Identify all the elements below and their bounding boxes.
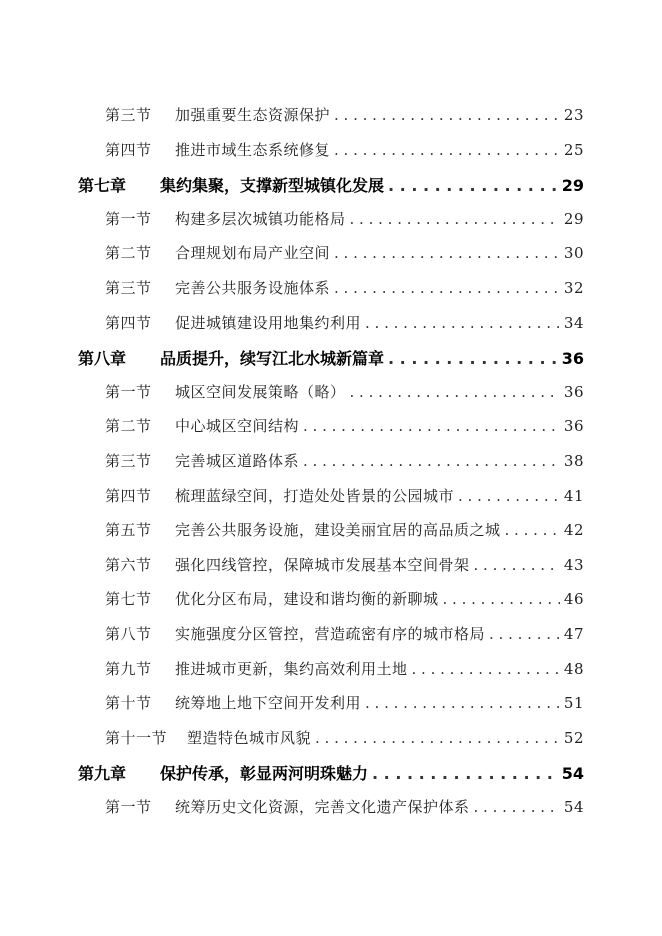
toc-entry-number: 第三节	[105, 452, 152, 470]
toc-entry-number: 第四节	[105, 486, 152, 505]
toc-entry-title: 完善公共服务设施体系	[175, 279, 331, 297]
toc-section-entry[interactable]	[78, 381, 584, 405]
dot-leader	[350, 383, 560, 401]
toc-entry-title: 城区空间发展策略（略）	[175, 382, 346, 401]
toc-section-entry[interactable]	[78, 692, 584, 716]
toc-entry-title: 推进市域生态系统修复	[175, 140, 331, 159]
toc-entry-page: 36	[561, 349, 584, 369]
dot-leader	[365, 694, 560, 712]
toc-section-entry[interactable]	[78, 727, 584, 751]
toc-entry-page: 29	[563, 209, 584, 228]
toc-entry-title: 集约集聚，支撑新型城镇化发展	[160, 176, 385, 196]
dot-leader	[458, 487, 560, 505]
toc-entry-page: 30	[563, 244, 584, 263]
toc-entry-number: 第一节	[105, 382, 152, 401]
dot-leader	[412, 660, 560, 678]
toc-entry-page: 29	[561, 176, 584, 196]
toc-section-entry[interactable]	[78, 139, 584, 163]
toc-entry-number: 第四节	[105, 140, 152, 159]
dot-leader	[334, 244, 560, 262]
toc-entry-number: 第二节	[105, 417, 152, 436]
toc-entry-number: 第三节	[105, 106, 152, 124]
toc-entry-title: 强化四线管控，保障城市发展基本空间骨架	[175, 555, 470, 574]
toc-entry-number: 第三节	[105, 279, 152, 297]
dot-leader	[303, 452, 560, 470]
toc-entry-page: 36	[563, 417, 584, 436]
toc-entry-number: 第七节	[105, 590, 152, 609]
toc-entry-number: 第二节	[105, 244, 152, 263]
toc-entry-title: 保护传承，彰显两河明珠魅力	[160, 764, 369, 784]
toc-chapter-entry[interactable]	[78, 761, 584, 785]
toc-chapter-entry[interactable]	[78, 173, 584, 197]
toc-entry-page: 34	[563, 313, 584, 332]
toc-entry-title: 统筹地上地下空间开发利用	[175, 694, 362, 713]
dot-leader	[334, 279, 560, 297]
toc-section-entry[interactable]	[78, 658, 584, 682]
toc-section-entry[interactable]	[78, 242, 584, 266]
toc-entry-page: 54	[561, 764, 584, 784]
toc-entry-number: 第八章	[78, 349, 127, 369]
toc-entry-title: 加强重要生态资源保护	[175, 106, 331, 124]
toc-entry-number: 第六节	[105, 555, 152, 574]
toc-entry-page: 51	[563, 694, 584, 713]
toc-entry-number: 第一节	[105, 209, 152, 228]
dot-leader	[388, 349, 558, 368]
toc-entry-page: 25	[563, 140, 584, 159]
toc-section-entry[interactable]	[78, 450, 584, 474]
toc-chapter-entry[interactable]	[78, 346, 584, 370]
toc-entry-number: 第九章	[78, 764, 127, 784]
toc-entry-page: 42	[563, 521, 584, 540]
dot-leader	[474, 556, 560, 574]
toc-entry-title: 合理规划布局产业空间	[175, 244, 331, 263]
toc-entry-title: 完善公共服务设施，建设美丽宜居的高品质之城	[175, 521, 501, 540]
toc-entry-page: 32	[563, 279, 584, 297]
toc-section-entry[interactable]	[78, 519, 584, 543]
toc-entry-title: 完善城区道路体系	[175, 452, 300, 470]
toc-entry-page: 41	[563, 486, 584, 505]
toc-section-entry[interactable]	[78, 312, 584, 336]
dot-leader	[505, 521, 560, 539]
toc-entry-number: 第一节	[105, 798, 152, 816]
toc-entry-page: 43	[563, 555, 584, 574]
toc-section-entry[interactable]	[78, 554, 584, 578]
toc-section-entry[interactable]	[78, 588, 584, 612]
toc-entry-number: 第十节	[105, 694, 152, 713]
dot-leader	[334, 106, 560, 124]
dot-leader	[372, 764, 558, 783]
toc-entry-title: 梳理蓝绿空间，打造处处皆景的公园城市	[175, 486, 455, 505]
toc-section-entry[interactable]	[78, 796, 584, 820]
toc-entry-title: 统筹历史文化资源，完善文化遗产保护体系	[175, 798, 470, 816]
dot-leader	[303, 417, 560, 435]
dot-leader	[315, 729, 560, 747]
toc-entry-number: 第九节	[105, 659, 152, 678]
dot-leader	[388, 176, 558, 195]
toc-entry-title: 品质提升，续写江北水城新篇章	[160, 349, 385, 369]
dot-leader	[489, 625, 560, 643]
toc-entry-number: 第四节	[105, 313, 152, 332]
toc-entry-title: 实施强度分区管控，营造疏密有序的城市格局	[175, 625, 486, 643]
toc-entry-page: 38	[563, 452, 584, 470]
dot-leader	[443, 590, 560, 608]
toc-entry-title: 塑造特色城市风貌	[187, 728, 312, 747]
toc-entry-title: 推进城市更新，集约高效利用土地	[175, 659, 408, 678]
toc-entry-page: 52	[563, 728, 584, 747]
toc-entry-page: 46	[563, 590, 584, 609]
toc-entry-number: 第七章	[78, 176, 127, 196]
dot-leader	[350, 210, 560, 228]
toc-section-entry[interactable]	[78, 623, 584, 647]
toc-section-entry[interactable]	[78, 415, 584, 439]
toc-section-entry[interactable]	[78, 104, 584, 128]
toc-section-entry[interactable]	[78, 277, 584, 301]
dot-leader	[334, 141, 560, 159]
toc-section-entry[interactable]	[78, 208, 584, 232]
dot-leader	[474, 798, 560, 816]
toc-entry-number: 第十一节	[105, 728, 168, 747]
toc-entry-page: 54	[563, 798, 584, 816]
toc-entry-title: 促进城镇建设用地集约利用	[175, 313, 362, 332]
toc-entry-number: 第八节	[105, 625, 152, 643]
toc-entry-number: 第五节	[105, 521, 152, 540]
toc-entry-title: 优化分区布局，建设和谐均衡的新聊城	[175, 590, 439, 609]
toc-entry-page: 47	[563, 625, 584, 643]
toc-entry-title: 构建多层次城镇功能格局	[175, 209, 346, 228]
toc-section-entry[interactable]	[78, 485, 584, 509]
toc-entry-page: 36	[563, 382, 584, 401]
toc-entry-title: 中心城区空间结构	[175, 417, 300, 436]
dot-leader	[365, 314, 560, 332]
toc-entry-page: 48	[563, 659, 584, 678]
toc-entry-page: 23	[563, 106, 584, 124]
